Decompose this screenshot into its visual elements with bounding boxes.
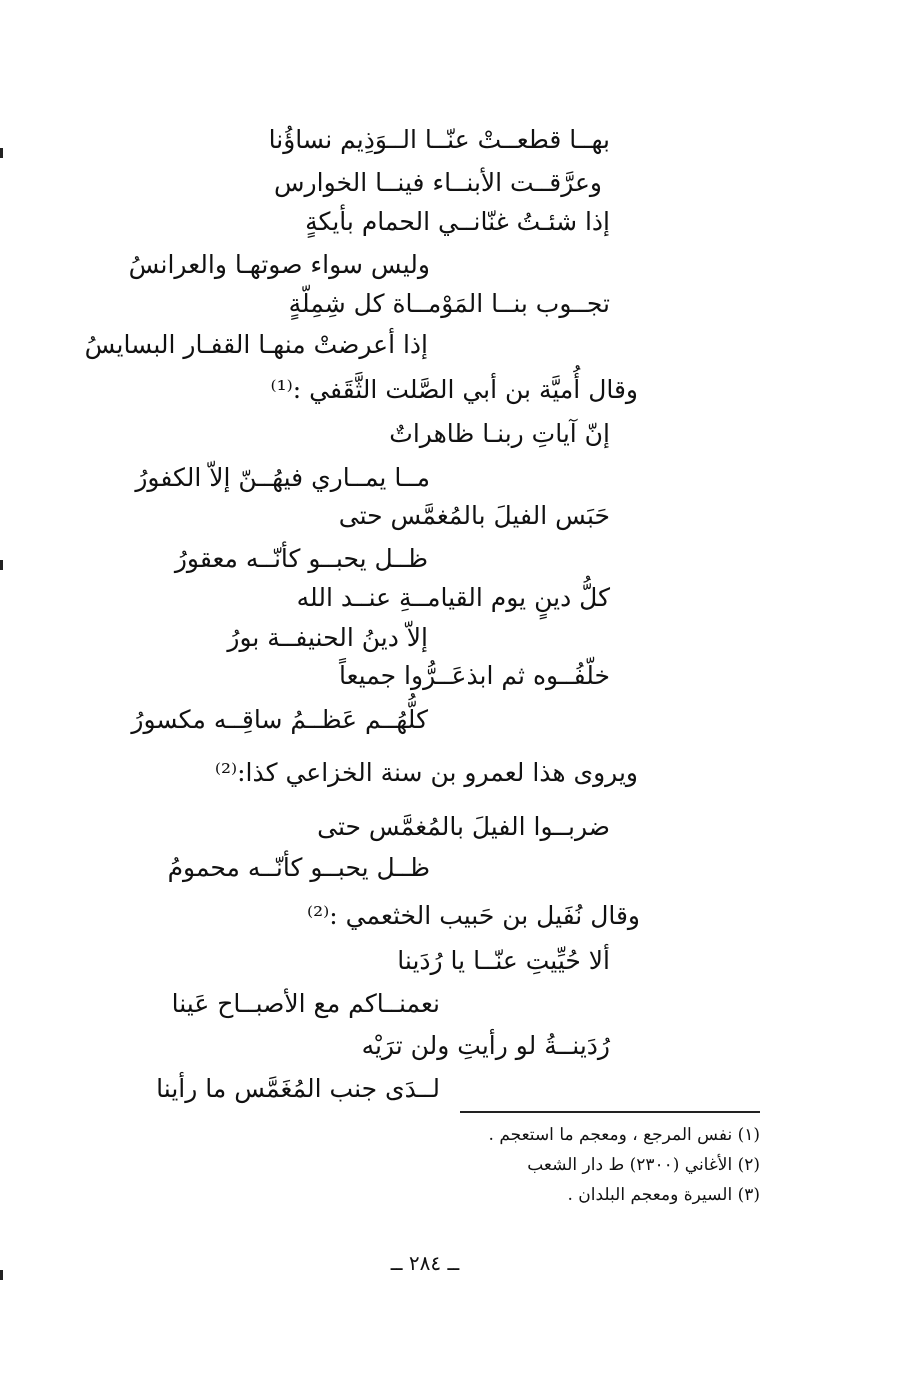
- verse-line: حَبَس الفيلَ بالمُغمَّس حتى: [338, 501, 610, 530]
- poem-intro: وقال أُميَّة بن أبي الصَّلت الثَّقَفي :⁽¹⁾: [270, 375, 638, 404]
- verse-line: تجــوب بنــا المَوْمــاة كل شِمِلّةٍ: [288, 289, 610, 318]
- verse-line: لــدَى جنب المُغَمَّس ما رأينا: [156, 1074, 440, 1103]
- page-number: ــ ٢٨٤ ــ: [390, 1251, 460, 1275]
- verse-line: ظــل يحبــو كأنّــه محمومُ: [167, 853, 430, 882]
- verse-line: إذا شئـتُ غنّانــي الحمام بأيكةٍ: [305, 207, 610, 236]
- verse-line: بهــا قطعــتْ عنّــا الــوَذِيم نساؤُنا: [268, 125, 610, 154]
- verse-line: ظــل يحبــو كأنّــه معقورُ: [174, 544, 428, 573]
- verse-line: رُدَينــةُ لو رأيتِ ولن ترَيْه: [361, 1031, 610, 1060]
- verse-line: كلُّهُــم عَظــمُ ساقِــه مكسورُ: [131, 705, 428, 734]
- scan-edge-mark: [0, 1270, 3, 1280]
- verse-line: ألا حُيِّيتِ عنّــا يا رُدَينا: [397, 946, 610, 975]
- verse-line: نعمنــاكم مع الأصبــاح عَينا: [171, 989, 440, 1018]
- verse-line: إلاّ دينُ الحنيفــة بورُ: [227, 623, 428, 652]
- verse-line: ضربــوا الفيلَ بالمُغمَّس حتى: [317, 812, 610, 841]
- poem-intro: ويروى هذا لعمرو بن سنة الخزاعي كذا:⁽²⁾: [214, 758, 638, 787]
- footnote: (٢) الأغاني (٢٣٠٠) ط دار الشعب: [527, 1155, 760, 1175]
- footnote: (٣) السيرة ومعجم البلدان .: [567, 1185, 760, 1205]
- poem-intro: وقال نُفَيل بن حَبيب الخثعمي :⁽²⁾: [306, 901, 640, 930]
- verse-line: مــا يمــاري فيهُــنّ إلاّ الكفورُ: [135, 463, 430, 492]
- scan-edge-mark: [0, 560, 3, 570]
- verse-line: كلُّ دينٍ يوم القيامــةِ عنــد الله: [296, 583, 610, 612]
- footnote-divider: [460, 1111, 760, 1113]
- verse-line: إذا أعرضتْ منهـا القفـار البسايسُ: [84, 330, 428, 359]
- verse-line: وعرَّقــت الأبنــاء فينــا الخوارس: [274, 168, 602, 197]
- verse-line: إنّ آياتِ ربنـا ظاهراتٌ: [389, 419, 610, 448]
- verse-line: خلّفُــوه ثم ابذعَــرُّوا جميعاً: [338, 661, 610, 690]
- footnote: (١) نفس المرجع ، ومعجم ما استعجم .: [488, 1125, 760, 1145]
- scan-edge-mark: [0, 148, 3, 158]
- verse-line: وليس سواء صوتهـا والعرانسُ: [128, 250, 430, 279]
